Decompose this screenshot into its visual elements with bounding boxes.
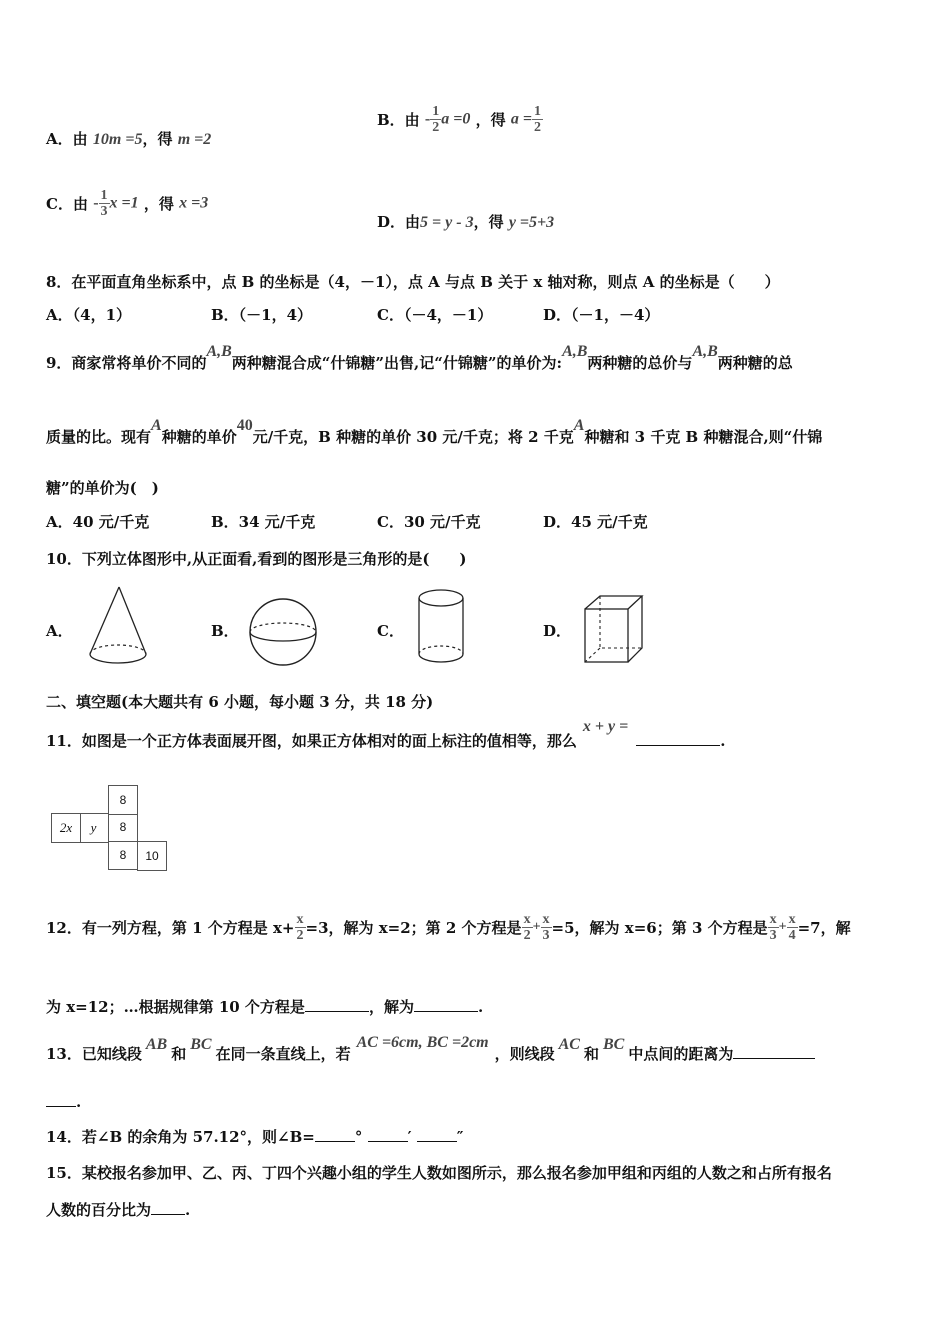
q12-line1: 12．有一列方程，第 1 个方程是 x+ $\frac{x}{2}$ =3，解为 x=2；第 2 个方程是 $\frac{x}{2}$ + $\frac{x}{3}$ =5，解为 x=6；第 3 个方程是 $\frac{x}{3}$ + $\frac{x}{4}$ =7，解 [46, 912, 851, 943]
q15-answer-blank[interactable] [151, 1214, 185, 1215]
q10-label-c: C． [377, 622, 404, 640]
cylinder-icon [413, 586, 469, 668]
q15-line1: 15．某校报名参加甲、乙、丙、丁四个兴趣小组的学生人数如图所示，那么报名参加甲组和丙组的人数之和占所有报名 [46, 1164, 832, 1182]
q13-answer-blank[interactable] [733, 1058, 815, 1059]
q7-option-a: A．由 10m =5，得 m =2 [46, 130, 212, 148]
cube-icon [580, 590, 646, 666]
q8-stem: 8．在平面直角坐标系中，点 B 的坐标是（4，－1），点 A 与点 B 关于 x 轴对称，则点 A 的坐标是（ ） [46, 273, 780, 291]
q12-solution-blank[interactable] [414, 1011, 478, 1012]
q8-option-c: C．（－4，－1） [377, 306, 493, 324]
q9-line1: 9．商家常将单价不同的A,B两种糖混合成“什锦糖”出售,记“什锦糖”的单价为:A,B两种糖的总价与A,B两种糖的总 [46, 343, 793, 372]
q12-line2: 为 x=12；…根据规律第 10 个方程是 ，解为 . [46, 998, 484, 1016]
net-cell-2x: 2x [51, 813, 81, 843]
q9-option-b: B．34 元/千克 [211, 513, 316, 531]
section-title-fill-in: 二、填空题(本大题共有 6 小题，每小题 3 分，共 18 分) [46, 693, 434, 711]
q7-option-b: B．由 - $\frac{1}{2}$ a =0 ，得 a = $\frac{1}{2}$ [377, 104, 541, 135]
net-cell-right: 10 [137, 841, 167, 871]
cone-icon [84, 584, 154, 670]
net-cell-bottom: 8 [108, 842, 138, 870]
q9-option-c: C．30 元/千克 [377, 513, 481, 531]
q10-label-b: B． [211, 622, 239, 640]
q14-second-blank[interactable] [417, 1141, 457, 1142]
q13-line2: . [46, 1093, 81, 1111]
q13-answer-blank-cont[interactable] [46, 1106, 76, 1107]
q8-option-a: A．（4，1） [46, 306, 132, 324]
net-cell-mid: 8 [108, 813, 138, 842]
q11-answer-blank[interactable] [636, 745, 720, 746]
q14-minute-blank[interactable] [368, 1141, 408, 1142]
q14-stem: 14．若∠B 的余角为 57.12°，则∠B= ° ′ ″ [46, 1128, 464, 1146]
q9-line3: 糖”的单价为( ) [46, 479, 159, 497]
q11-stem: 11．如图是一个正方体表面展开图，如果正方体相对的面上标注的值相等，那么x + y =. [46, 718, 726, 750]
q7-option-d: D．由5 = y - 3，得 y =5+3 [377, 213, 555, 231]
q9-line2: 质量的比。现有A种糖的单价40元/千克，B 种糖的单价 30 元/千克；将 2 千克A种糖和 3 千克 B 种糖混合,则“什锦 [46, 417, 823, 446]
sphere-icon [246, 597, 320, 667]
q8-option-d: D．（－1，－4） [543, 306, 660, 324]
q12-equation-blank[interactable] [305, 1011, 369, 1012]
q9-option-a: A．40 元/千克 [46, 513, 150, 531]
q7-option-c: C．由 - $\frac{1}{3}$ x =1 ，得 x =3 [46, 188, 209, 219]
net-cell-top: 8 [108, 785, 138, 815]
q9-option-d: D．45 元/千克 [543, 513, 648, 531]
net-cell-y: y [79, 813, 109, 843]
q13-line1: 13．已知线段AB和BC在同一条直线上，若AC =6cm, BC =2cm，则线段AC和BC中点间的距离为 [46, 1043, 815, 1064]
q14-degree-blank[interactable] [315, 1141, 355, 1142]
q10-label-d: D． [543, 622, 572, 640]
q8-option-b: B．（－1，4） [211, 306, 313, 324]
q10-stem: 10．下列立体图形中,从正面看,看到的图形是三角形的是( ) [46, 550, 467, 568]
q15-line2: 人数的百分比为 . [46, 1201, 191, 1219]
q10-label-a: A． [46, 622, 73, 640]
